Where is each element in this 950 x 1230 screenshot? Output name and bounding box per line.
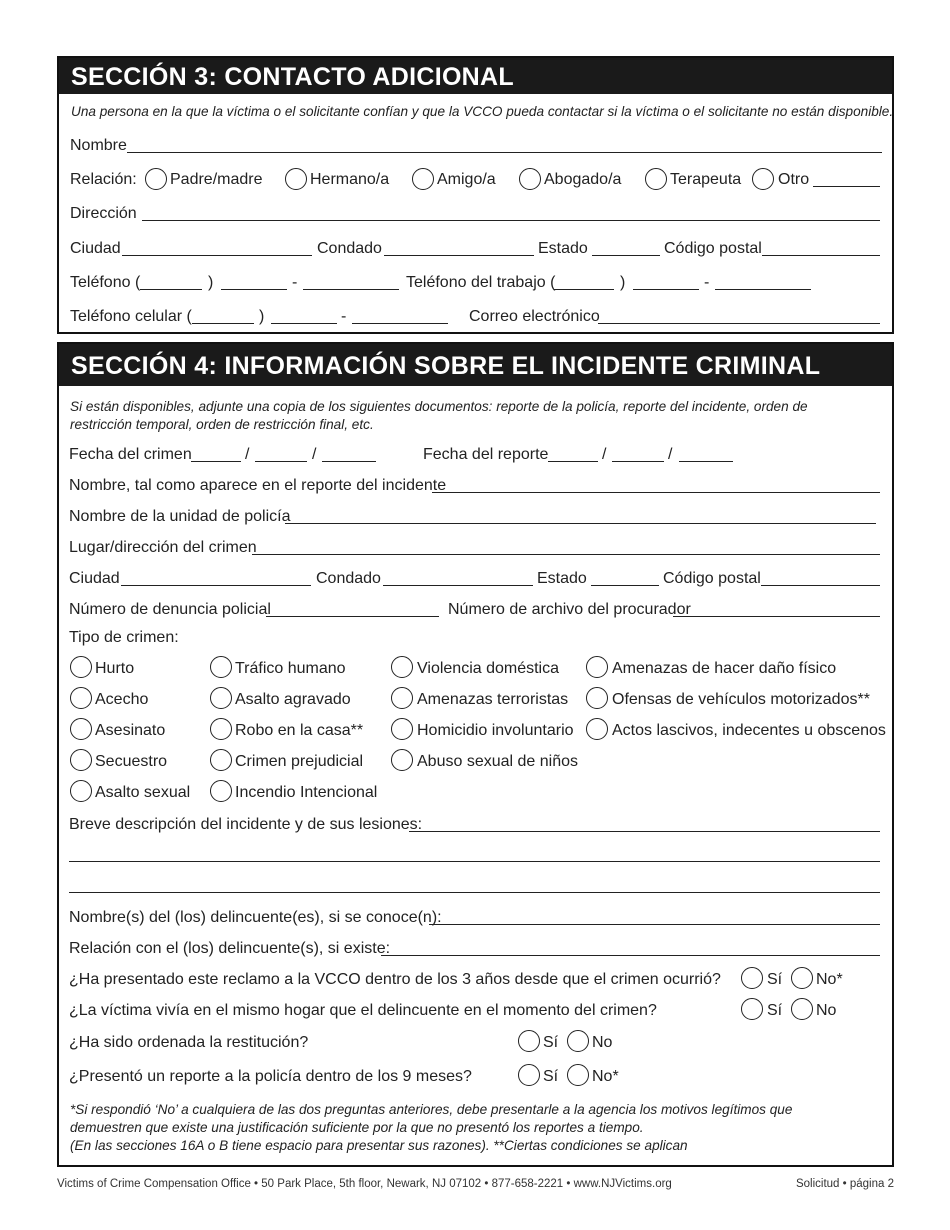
contact-phone-line-field[interactable] bbox=[303, 289, 399, 290]
crime-type-radio[interactable] bbox=[70, 656, 92, 678]
police-unit-label: Nombre de la unidad de policía bbox=[69, 508, 291, 525]
crime-type-label-item: Actos lascivos, indecentes u obscenos bbox=[612, 722, 886, 739]
offender-relation-label: Relación con el (los) delincuente(s), si existe: bbox=[69, 940, 391, 957]
section-3-additional-contact bbox=[57, 56, 894, 334]
crime-date-year-field[interactable] bbox=[322, 461, 376, 462]
crime-type-radio[interactable] bbox=[391, 718, 413, 740]
crime-type-radio[interactable] bbox=[210, 780, 232, 802]
section-3-title: SECCIÓN 3: CONTACTO ADICIONAL bbox=[59, 58, 892, 94]
police-unit-field[interactable] bbox=[285, 523, 876, 524]
contact-zip-label: Código postal bbox=[664, 240, 762, 257]
crime-type-label-item: Secuestro bbox=[95, 753, 168, 770]
footnote-line-1: *Si respondió ‘No’ a cualquiera de las dos preguntas anteriores, debe presentarle a la agencia los motivos legítimos que bbox=[70, 1102, 793, 1117]
paren-close: ) bbox=[620, 274, 626, 291]
footer-page-number: Solicitud • página 2 bbox=[795, 1178, 894, 1190]
question-same-household: ¿La víctima vivía en el mismo hogar que el delincuente en el momento del crimen? bbox=[69, 1002, 657, 1019]
question-2-no-label: No bbox=[816, 1002, 837, 1019]
offender-relation-field[interactable] bbox=[381, 955, 880, 956]
crime-type-label-item: Acecho bbox=[95, 691, 149, 708]
slash: / bbox=[602, 446, 607, 463]
contact-address-label: Dirección bbox=[70, 205, 137, 222]
crime-type-radio[interactable] bbox=[210, 687, 232, 709]
question-restitution: ¿Ha sido ordenada la restitución? bbox=[69, 1034, 309, 1051]
question-3-yes-label: Sí bbox=[543, 1034, 559, 1051]
section-3-instruction: Una persona en la que la víctima o el solicitante confían y que la VCCO pueda contactar si la víctima o el solicitante no están disponible. bbox=[71, 104, 894, 119]
contact-work-prefix-field[interactable] bbox=[633, 289, 699, 290]
crime-type-radio[interactable] bbox=[70, 718, 92, 740]
crime-type-label-item: Hurto bbox=[95, 660, 135, 677]
paren-close: ) bbox=[259, 308, 265, 325]
report-date-year-field[interactable] bbox=[679, 461, 733, 462]
contact-county-label: Condado bbox=[317, 240, 382, 257]
crime-type-label-item: Amenazas de hacer daño físico bbox=[612, 660, 837, 677]
crime-type-radio[interactable] bbox=[210, 656, 232, 678]
description-field-line-2[interactable] bbox=[69, 861, 880, 862]
description-field-line-3[interactable] bbox=[69, 892, 880, 893]
crime-type-radio[interactable] bbox=[70, 780, 92, 802]
crime-type-radio[interactable] bbox=[586, 718, 608, 740]
relation-parent-label: Padre/madre bbox=[170, 171, 263, 188]
crime-date-label: Fecha del crimen bbox=[69, 446, 192, 463]
contact-work-line-field[interactable] bbox=[715, 289, 811, 290]
prosecutor-file-field[interactable] bbox=[673, 616, 880, 617]
crime-type-radio[interactable] bbox=[70, 749, 92, 771]
dash: - bbox=[341, 308, 347, 325]
crime-type-label-item: Violencia doméstica bbox=[417, 660, 560, 677]
crime-location-field[interactable] bbox=[252, 554, 880, 555]
crime-type-label-item: Tráfico humano bbox=[235, 660, 346, 677]
offender-names-label: Nombre(s) del (los) delincuente(es), si se conoce(n): bbox=[69, 909, 442, 926]
crime-date-month-field[interactable] bbox=[191, 461, 241, 462]
crime-type-label-item: Asalto agravado bbox=[235, 691, 351, 708]
contact-email-label: Correo electrónico bbox=[469, 308, 600, 325]
police-report-number-label: Número de denuncia policial bbox=[69, 601, 271, 618]
slash: / bbox=[312, 446, 317, 463]
slash: / bbox=[668, 446, 673, 463]
crime-city-label: Ciudad bbox=[69, 570, 120, 587]
contact-cell-label: Teléfono celular ( bbox=[70, 308, 192, 325]
report-date-label: Fecha del reporte bbox=[423, 446, 549, 463]
relation-sibling-radio[interactable] bbox=[285, 168, 307, 190]
section-4-title: SECCIÓN 4: INFORMACIÓN SOBRE EL INCIDENTE CRIMINAL bbox=[59, 344, 892, 386]
contact-county-field[interactable] bbox=[384, 255, 534, 256]
contact-name-field[interactable] bbox=[127, 152, 882, 153]
section-4-criminal-incident bbox=[57, 342, 894, 1167]
crime-type-label-item: Asalto sexual bbox=[95, 784, 191, 801]
relation-therapist-label: Terapeuta bbox=[670, 171, 742, 188]
name-report-label: Nombre, tal como aparece en el reporte del incidente bbox=[69, 477, 447, 494]
section-4-instruction-line-1: Si están disponibles, adjunte una copia de los siguientes documentos: reporte de la policía, reporte del incidente, orden de bbox=[70, 399, 808, 414]
contact-city-field[interactable] bbox=[122, 255, 312, 256]
contact-address-field[interactable] bbox=[142, 220, 880, 221]
name-report-field[interactable] bbox=[432, 492, 880, 493]
crime-type-label-item: Amenazas terroristas bbox=[417, 691, 569, 708]
relation-other-field[interactable] bbox=[813, 186, 880, 187]
question-1-yes-radio[interactable] bbox=[741, 967, 763, 989]
question-police-report-9-months: ¿Presentó un reporte a la policía dentro de los 9 meses? bbox=[69, 1068, 472, 1085]
question-claim-3-years: ¿Ha presentado este reclamo a la VCCO dentro de los 3 años desde que el crimen ocurrió? bbox=[69, 971, 721, 988]
police-report-number-field[interactable] bbox=[266, 616, 439, 617]
contact-work-area-field[interactable] bbox=[554, 289, 614, 290]
contact-zip-field[interactable] bbox=[762, 255, 880, 256]
question-3-no-label: No bbox=[592, 1034, 613, 1051]
crime-type-label-item: Robo en la casa** bbox=[235, 722, 364, 739]
relation-lawyer-radio[interactable] bbox=[519, 168, 541, 190]
description-label: Breve descripción del incidente y de sus lesiones: bbox=[69, 816, 423, 833]
crime-type-radio[interactable] bbox=[391, 656, 413, 678]
contact-phone-prefix-field[interactable] bbox=[221, 289, 287, 290]
relation-therapist-radio[interactable] bbox=[645, 168, 667, 190]
crime-type-label-item: Asesinato bbox=[95, 722, 166, 739]
question-2-no-radio[interactable] bbox=[791, 998, 813, 1020]
relation-lawyer-label: Abogado/a bbox=[544, 171, 622, 188]
question-2-yes-label: Sí bbox=[767, 1002, 783, 1019]
crime-zip-field[interactable] bbox=[761, 585, 880, 586]
crime-county-field[interactable] bbox=[383, 585, 533, 586]
crime-type-radio[interactable] bbox=[391, 749, 413, 771]
question-4-no-label: No* bbox=[592, 1068, 619, 1085]
crime-type-label-item: Abuso sexual de niños bbox=[417, 753, 578, 770]
crime-type-radio[interactable] bbox=[70, 687, 92, 709]
relation-label: Relación: bbox=[70, 171, 137, 188]
footnote-line-2: demuestren que existe una justificación suficiente por la que no presentó los reportes a tiempo. bbox=[70, 1120, 644, 1135]
crime-state-field[interactable] bbox=[591, 585, 659, 586]
report-date-month-field[interactable] bbox=[548, 461, 598, 462]
relation-friend-label: Amigo/a bbox=[437, 171, 496, 188]
question-1-yes-label: Sí bbox=[767, 971, 783, 988]
crime-location-label: Lugar/dirección del crimen bbox=[69, 539, 257, 556]
contact-phone-label: Teléfono ( bbox=[70, 274, 141, 291]
crime-type-radio[interactable] bbox=[210, 749, 232, 771]
relation-other-label: Otro bbox=[778, 171, 810, 188]
crime-date-day-field[interactable] bbox=[255, 461, 307, 462]
section-4-instruction-line-2: restricción temporal, orden de restricción final, etc. bbox=[70, 417, 374, 432]
crime-type-radio[interactable] bbox=[586, 656, 608, 678]
crime-type-radio[interactable] bbox=[210, 718, 232, 740]
crime-type-label-item: Incendio Intencional bbox=[235, 784, 378, 801]
relation-other-radio[interactable] bbox=[752, 168, 774, 190]
relation-friend-radio[interactable] bbox=[412, 168, 434, 190]
question-1-no-radio[interactable] bbox=[791, 967, 813, 989]
crime-county-label: Condado bbox=[316, 570, 381, 587]
contact-state-field[interactable] bbox=[592, 255, 660, 256]
question-3-no-radio[interactable] bbox=[567, 1030, 589, 1052]
dash: - bbox=[292, 274, 298, 291]
question-3-yes-radio[interactable] bbox=[518, 1030, 540, 1052]
crime-type-label: Tipo de crimen: bbox=[69, 629, 179, 646]
contact-state-label: Estado bbox=[538, 240, 588, 257]
footnote-line-3: (En las secciones 16A o B tiene espacio para presentar sus razones). **Ciertas condiciones se aplican bbox=[70, 1138, 688, 1153]
question-4-yes-label: Sí bbox=[543, 1068, 559, 1085]
contact-phone-area-field[interactable] bbox=[140, 289, 202, 290]
contact-city-label: Ciudad bbox=[70, 240, 121, 257]
prosecutor-file-label: Número de archivo del procurador bbox=[448, 601, 691, 618]
contact-email-field[interactable] bbox=[598, 323, 880, 324]
footer-office-info: Victims of Crime Compensation Office • 50 Park Place, 5th floor, Newark, NJ 07102 • 877-658-2221 • www.NJVictims.org bbox=[57, 1178, 672, 1190]
question-2-yes-radio[interactable] bbox=[741, 998, 763, 1020]
dash: - bbox=[704, 274, 710, 291]
paren-close: ) bbox=[208, 274, 214, 291]
crime-type-label-item: Homicidio involuntario bbox=[417, 722, 574, 739]
contact-work-phone-label: Teléfono del trabajo ( bbox=[406, 274, 556, 291]
question-4-yes-radio[interactable] bbox=[518, 1064, 540, 1086]
crime-zip-label: Código postal bbox=[663, 570, 761, 587]
description-field-line-1[interactable] bbox=[409, 831, 880, 832]
slash: / bbox=[245, 446, 250, 463]
crime-type-label-item: Ofensas de vehículos motorizados** bbox=[612, 691, 870, 708]
contact-cell-line-field[interactable] bbox=[352, 323, 448, 324]
contact-cell-prefix-field[interactable] bbox=[271, 323, 337, 324]
relation-parent-radio[interactable] bbox=[145, 168, 167, 190]
question-4-no-radio[interactable] bbox=[567, 1064, 589, 1086]
offender-names-field[interactable] bbox=[429, 924, 880, 925]
crime-type-label-item: Crimen prejudicial bbox=[235, 753, 364, 770]
crime-city-field[interactable] bbox=[121, 585, 311, 586]
relation-sibling-label: Hermano/a bbox=[310, 171, 390, 188]
contact-name-label: Nombre bbox=[70, 137, 127, 154]
crime-type-radio[interactable] bbox=[586, 687, 608, 709]
question-1-no-label: No* bbox=[816, 971, 843, 988]
crime-type-radio[interactable] bbox=[391, 687, 413, 709]
report-date-day-field[interactable] bbox=[612, 461, 664, 462]
contact-cell-area-field[interactable] bbox=[192, 323, 254, 324]
crime-state-label: Estado bbox=[537, 570, 587, 587]
